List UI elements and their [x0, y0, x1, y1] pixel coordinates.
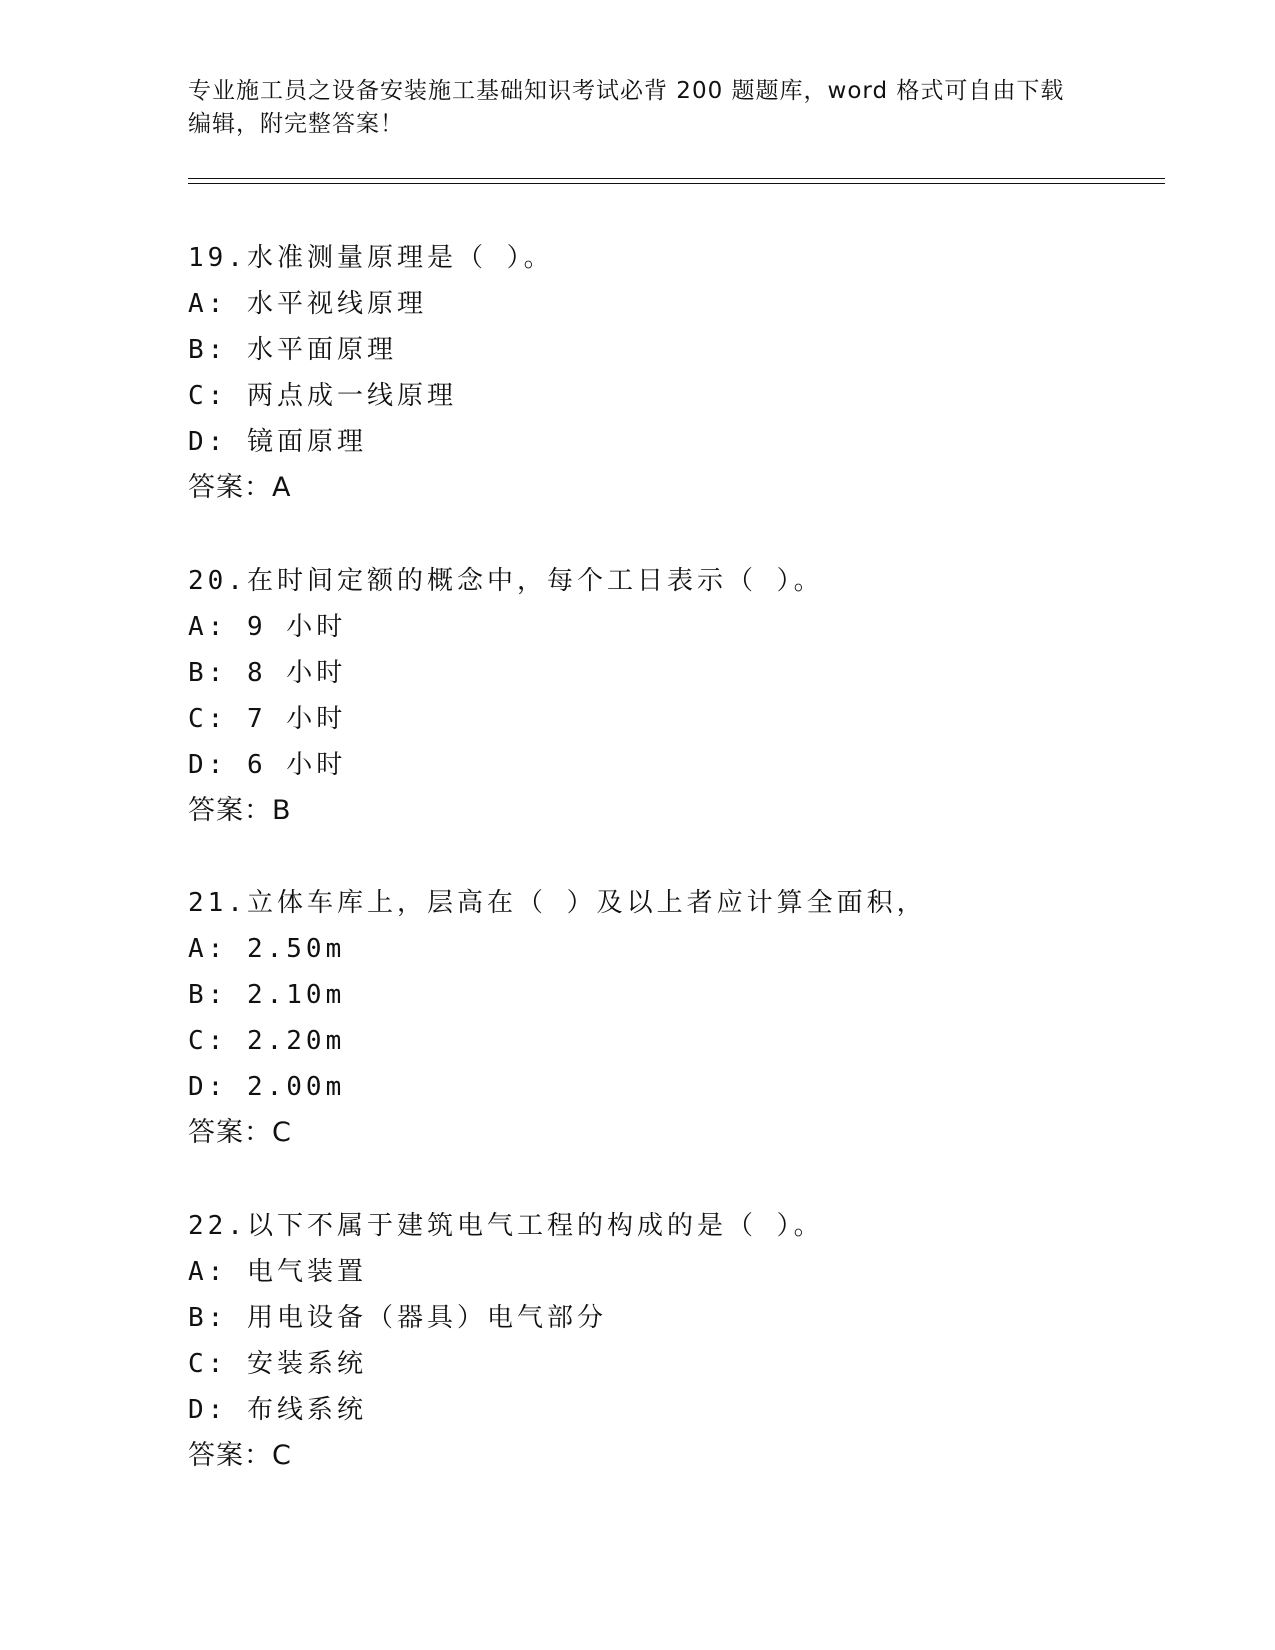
option-d: D: 镜面原理: [188, 427, 367, 457]
option-d: D: 2.00m: [188, 1072, 346, 1102]
answer: 答案：B: [188, 795, 292, 826]
option-a: A: 电气装置: [188, 1257, 367, 1287]
option-d: D: 6 小时: [188, 750, 347, 780]
option-c: C: 2.20m: [188, 1026, 346, 1056]
option-a: A: 9 小时: [188, 612, 347, 642]
question-stem: 21.立体车库上，层高在（ ）及以上者应计算全面积，: [188, 888, 927, 918]
option-d: D: 布线系统: [188, 1395, 367, 1425]
option-c: C: 两点成一线原理: [188, 381, 457, 411]
question-stem: 19.水准测量原理是（ ）。: [188, 243, 554, 273]
option-b: B: 用电设备（器具）电气部分: [188, 1303, 607, 1333]
option-b: B: 水平面原理: [188, 335, 397, 365]
question-stem: 22.以下不属于建筑电气工程的构成的是（ ）。: [188, 1211, 824, 1241]
option-a: A: 2.50m: [188, 934, 346, 964]
question-stem: 20.在时间定额的概念中，每个工日表示（ ）。: [188, 566, 824, 596]
header-divider-bottom: [188, 183, 1165, 184]
answer: 答案：A: [188, 472, 292, 503]
option-b: B: 8 小时: [188, 658, 347, 688]
header-title-line-1: 专业施工员之设备安装施工基础知识考试必背 200 题题库，word 格式可自由下载: [188, 78, 1065, 104]
answer: 答案：C: [188, 1440, 292, 1471]
option-c: C: 安装系统: [188, 1349, 367, 1379]
option-a: A: 水平视线原理: [188, 289, 427, 319]
option-b: B: 2.10m: [188, 980, 346, 1010]
header-divider-top: [188, 178, 1165, 179]
option-c: C: 7 小时: [188, 704, 347, 734]
answer: 答案：C: [188, 1117, 292, 1148]
header-title-line-2: 编辑，附完整答案！: [188, 111, 404, 137]
